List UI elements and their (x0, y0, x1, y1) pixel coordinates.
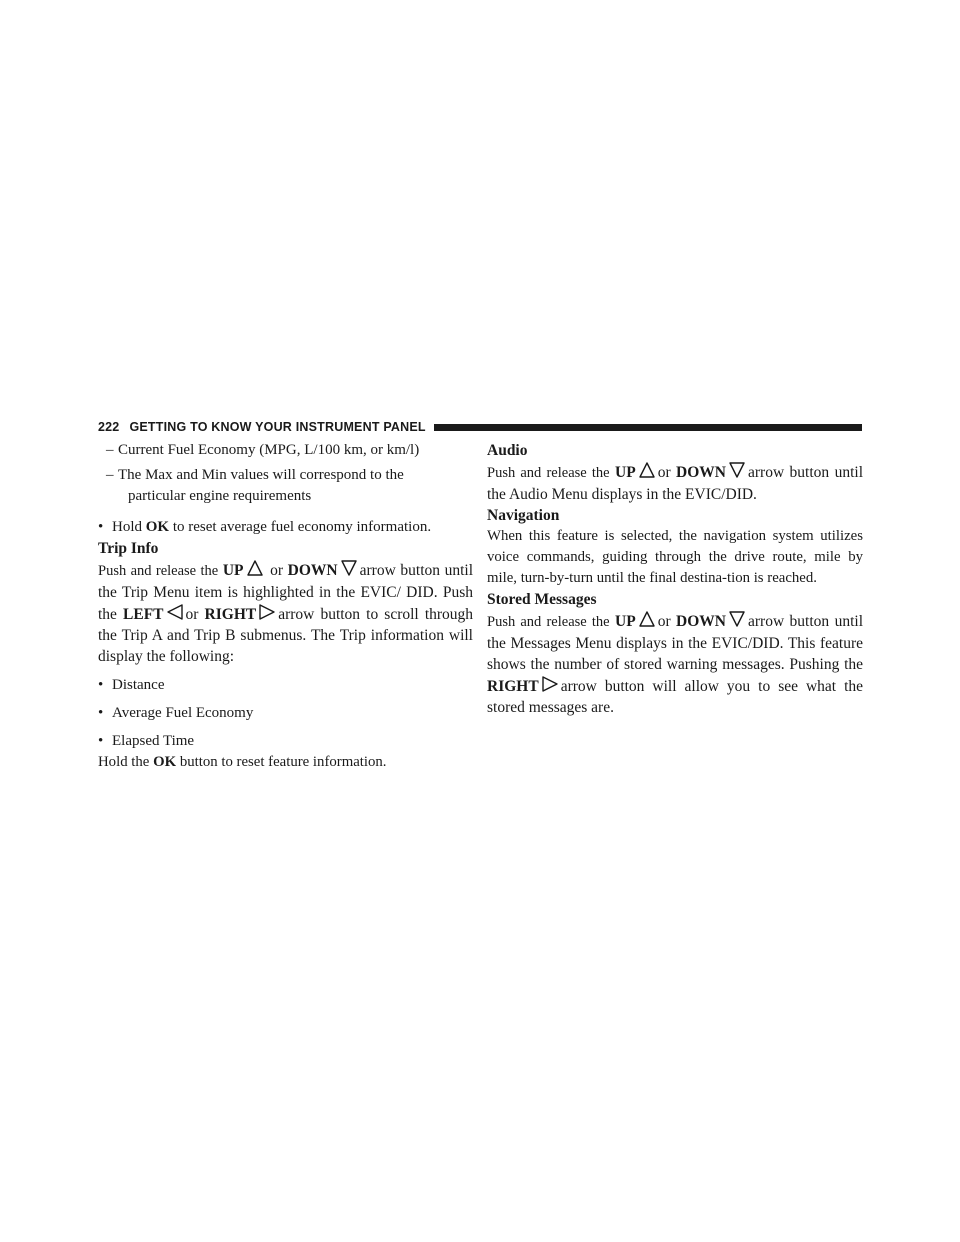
sub-item-current-fuel: – Current Fuel Economy (MPG, L/100 km, or km/l) (98, 440, 473, 461)
stored-messages-paragraph: Push and release the UP or DOWN arrow button until the Messages Menu displays in the EVIC/DID. This feature shows the number of stored warning messages. Pushing the RIGHT arrow button will allow you to see what the stored messages are. (487, 610, 863, 718)
trip-info-heading: Trip Info (98, 540, 159, 557)
right-column (487, 438, 863, 718)
bullet-hold-ok: • Hold OK to reset average fuel economy information. (98, 517, 473, 538)
up-arrow-icon (246, 559, 264, 577)
down-arrow-icon (728, 461, 746, 479)
audio-heading: Audio (487, 442, 528, 459)
section-title: GETTING TO KNOW YOUR INSTRUMENT PANEL (129, 420, 426, 434)
right-arrow-icon (541, 675, 559, 693)
sub-item-max-min: – The Max and Min values will correspond to the particular engine requirements (98, 465, 473, 507)
page-number: 222 (98, 420, 120, 434)
down-arrow-icon (340, 559, 358, 577)
header-rule (434, 424, 862, 431)
up-arrow-icon (638, 461, 656, 479)
audio-paragraph: Push and release the UP or DOWN arrow button until the Audio Menu displays in the EVIC/DID. (487, 461, 863, 505)
stored-messages-heading: Stored Messages (487, 591, 597, 608)
hold-ok-line: Hold the OK button to reset feature information. (98, 754, 387, 770)
navigation-paragraph: When this feature is selected, the navigation system utilizes voice commands, guiding through the drive route, mile by mile, turn-by-turn until the final destina-tion is reached. (487, 528, 863, 586)
up-arrow-icon (638, 610, 656, 628)
bullet-elapsed-time: • Elapsed Time (98, 731, 473, 752)
left-column (98, 438, 473, 773)
page-header (98, 419, 862, 435)
down-arrow-icon (728, 610, 746, 628)
right-arrow-icon (258, 603, 276, 621)
trip-info-paragraph: Push and release the UP or DOWN arrow button until the Trip Menu item is highlighted in the EVIC/ DID. Push the LEFT or RIGHT arrow button to scroll through the Trip A and Trip B submenus. The Trip information will display the following: (98, 559, 473, 667)
bullet-average-fuel-economy: • Average Fuel Economy (98, 703, 473, 724)
left-arrow-icon (166, 603, 184, 621)
bullet-distance: • Distance (98, 675, 473, 696)
navigation-heading: Navigation (487, 507, 560, 524)
